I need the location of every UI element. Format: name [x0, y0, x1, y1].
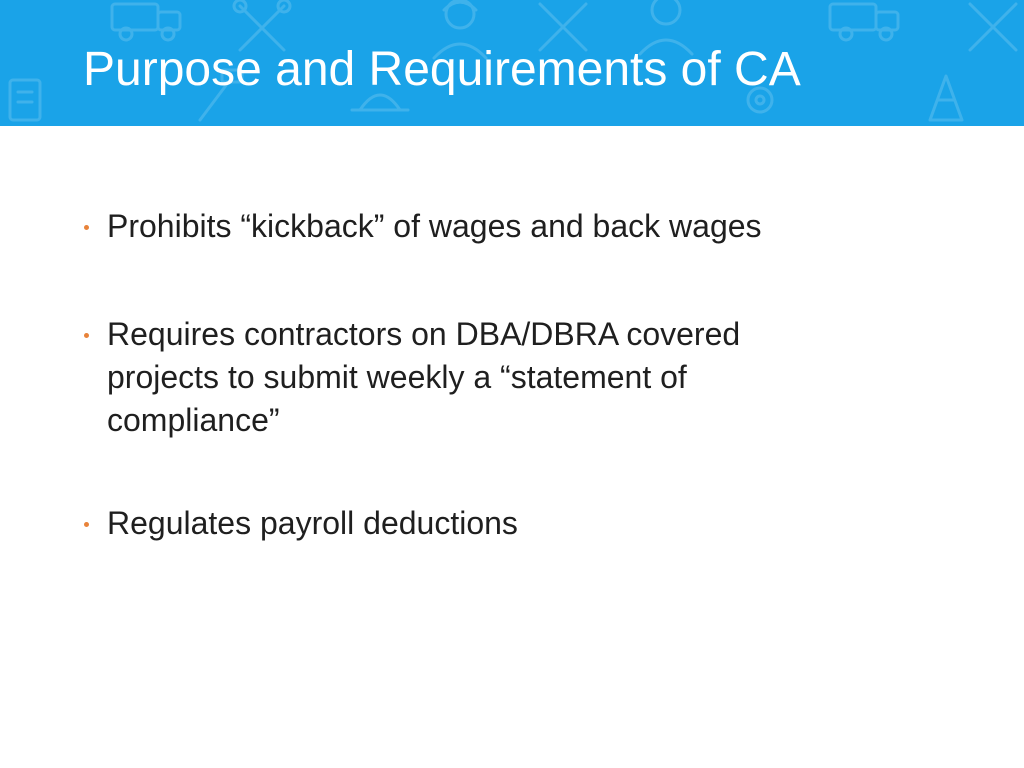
truck-icon — [830, 4, 898, 40]
bullet-text: Prohibits “kickback” of wages and back wages — [107, 208, 762, 244]
bullet-dot-icon — [84, 333, 89, 338]
slide-title: Purpose and Requirements of CA — [83, 43, 801, 96]
truck-icon — [112, 4, 180, 40]
crossed-tools-icon — [970, 4, 1016, 50]
bullet-text: Requires contractors on DBA/DBRA covered projects to submit weekly a “statement of compliance” — [107, 316, 741, 438]
bullet-text: Regulates payroll deductions — [107, 505, 518, 541]
clipboard-icon — [10, 80, 40, 120]
cone-icon — [930, 76, 962, 120]
bullet-dot-icon — [84, 522, 89, 527]
title-banner — [0, 0, 1024, 126]
bullet-dot-icon — [84, 225, 89, 230]
